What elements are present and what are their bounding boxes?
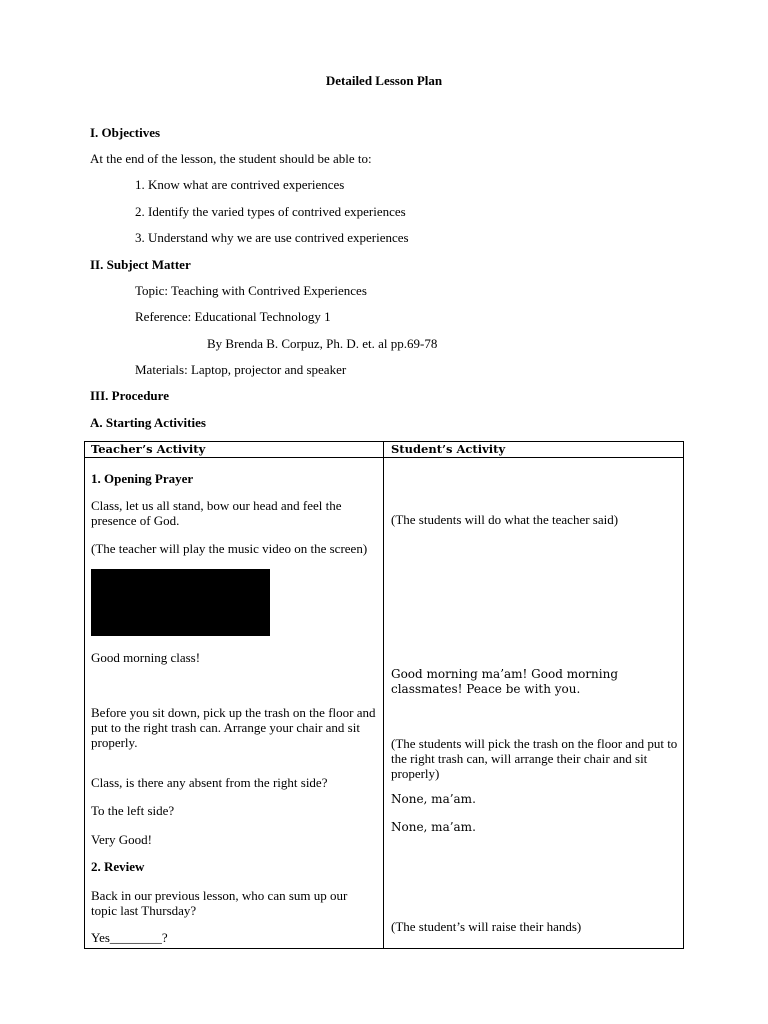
starting-activities-heading: A. Starting Activities [90,415,206,430]
teacher-very-good: Very Good! [91,832,153,847]
subject-authors: By Brenda B. Corpuz, Ph. D. et. al pp.69-78 [207,336,438,351]
opening-prayer-heading: 1. Opening Prayer [91,471,194,486]
student-none-left: None, ma’am. [391,820,476,834]
subject-topic: Topic: Teaching with Contrived Experiences [135,283,367,298]
teacher-greeting: Good morning class! [91,650,201,665]
student-none-right: None, ma’am. [391,792,476,806]
objectives-intro: At the end of the lesson, the student should be able to: [90,151,372,166]
student-column-header: Student’s Activity [391,442,506,456]
objective-item: 2. Identify the varied types of contrived experiences [135,204,406,219]
student-trash: (The students will pick the trash on the floor and put to the right trash can, will arrange their chair and sit properly) [391,736,678,781]
subject-materials: Materials: Laptop, projector and speaker [135,362,347,377]
objectives-heading: I. Objectives [90,125,161,140]
teacher-trash: Before you sit down, pick up the trash on the floor and put to the right trash can. Arrange your chair and sit properly. [91,705,376,750]
subject-matter-heading: II. Subject Matter [90,257,191,272]
procedure-heading: III. Procedure [90,388,169,403]
column-divider [383,442,384,948]
teacher-column-header: Teacher’s Activity [91,442,206,456]
teacher-absent-right: Class, is there any absent from the right side? [91,775,328,790]
teacher-yes: Yes________? [91,930,168,945]
objective-item: 1. Know what are contrived experiences [135,177,345,192]
page-title: Detailed Lesson Plan [325,73,443,88]
teacher-stand: Class, let us all stand, bow our head and feel the presence of God. [91,498,342,528]
redacted-image [91,569,270,636]
student-greeting: Good morning ma’am! Good morning classmates! Peace be with you. [391,667,619,696]
teacher-left-side: To the left side? [91,803,175,818]
teacher-previous: Back in our previous lesson, who can sum up our topic last Thursday? [91,888,348,918]
teacher-music: (The teacher will play the music video on the screen) [91,541,368,556]
header-divider [85,457,683,458]
student-do-what: (The students will do what the teacher said) [391,512,619,527]
student-raise-hands: (The student’s will raise their hands) [391,919,582,934]
review-heading: 2. Review [91,859,145,874]
activity-table [84,441,684,949]
subject-reference: Reference: Educational Technology 1 [135,309,331,324]
objective-item: 3. Understand why we are use contrived experiences [135,230,409,245]
